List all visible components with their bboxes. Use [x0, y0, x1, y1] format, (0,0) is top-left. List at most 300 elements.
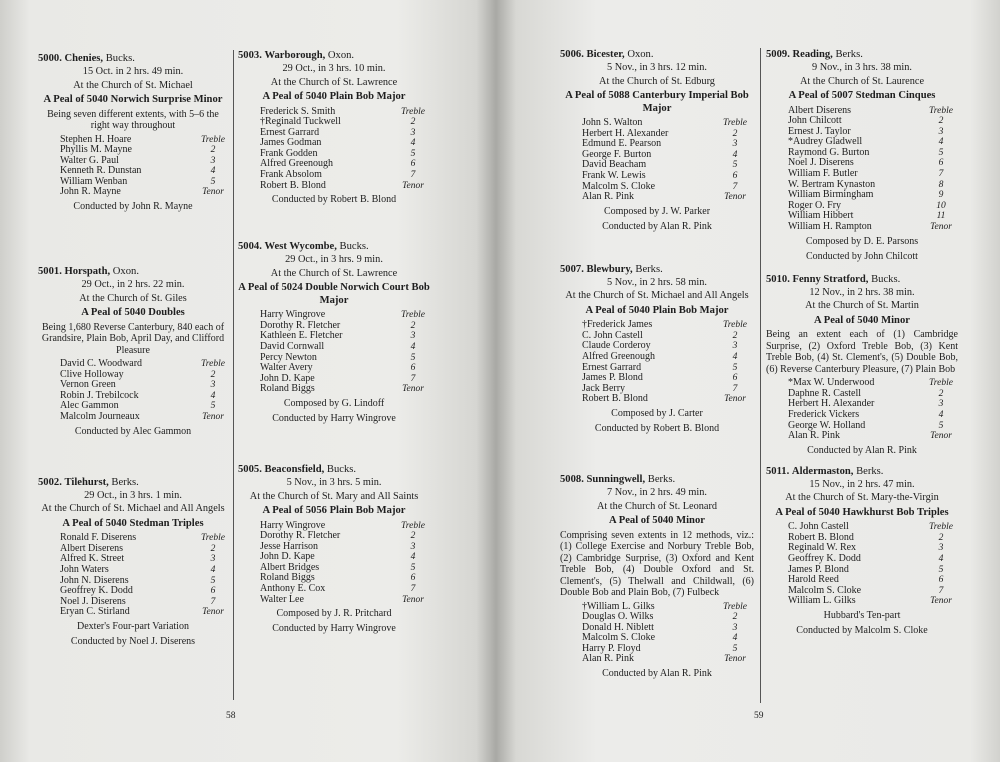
ringer-name: John Chilcott: [788, 115, 842, 127]
ringer-name: C. John Castell: [788, 521, 849, 533]
bell-position: 5: [732, 160, 738, 171]
peal-entry: [766, 48, 958, 263]
bell-position: Treble: [723, 118, 747, 128]
bell-position: Treble: [929, 105, 953, 116]
ringer-name: Percy Newton: [260, 351, 317, 363]
ringer-name: Roland Biggs: [260, 383, 315, 395]
bell-position: 3: [732, 622, 738, 633]
ringer-row: [260, 595, 430, 606]
peal-county: Berks.: [835, 49, 863, 60]
peal-entry: [38, 476, 228, 648]
bell-position: Tenor: [202, 412, 224, 423]
peal-footer-line: Conducted by John Chilcott: [806, 250, 918, 262]
peal-heading: [238, 463, 430, 476]
bell-position: 5: [732, 362, 738, 373]
bell-position: 2: [210, 145, 216, 156]
ringer-list: [60, 533, 230, 618]
ringer-name: Stephen H. Hoare: [60, 133, 132, 145]
peal-footer-line: Conducted by John R. Mayne: [73, 201, 193, 213]
ringer-row: [60, 607, 230, 618]
bell-position: Treble: [929, 378, 953, 389]
ringer-list: [788, 378, 958, 442]
ringer-name: Anthony E. Cox: [260, 583, 326, 595]
ringer-list: [60, 359, 230, 423]
peal-place: Warborough,: [264, 50, 326, 61]
peal-place: Chenies,: [64, 53, 104, 64]
bell-position: 4: [210, 166, 216, 177]
ringer-name: †William L. Gilks: [582, 600, 655, 612]
ringer-name: Harry Wingrove: [260, 519, 326, 531]
bell-position: Treble: [201, 359, 225, 370]
ringer-row: [582, 171, 752, 182]
ringer-row: [788, 431, 958, 442]
ringer-name: Herbert H. Alexander: [788, 398, 875, 410]
right-page-column-1: [560, 48, 754, 680]
bell-position: Tenor: [402, 180, 424, 191]
bell-position: Treble: [401, 310, 425, 321]
peal-date: 29 Oct., in 3 hrs. 9 min.: [285, 254, 383, 266]
peal-county: Bucks.: [105, 53, 135, 64]
ringer-list: [582, 320, 752, 405]
bell-position: 6: [210, 586, 216, 597]
peal-place: Horspath,: [64, 266, 111, 278]
ringer-name: Frederick S. Smith: [260, 105, 336, 117]
bell-position: 4: [210, 390, 216, 401]
bell-position: 2: [210, 543, 216, 554]
peal-date: 7 Nov., in 2 hrs. 49 min.: [606, 487, 707, 498]
ringer-name: David Beacham: [582, 159, 647, 171]
ringer-name: John D. Kape: [260, 551, 315, 563]
left-page-column-1: [38, 52, 228, 648]
bell-position: 4: [410, 342, 416, 353]
ringer-name: Albert Bridges: [260, 561, 320, 573]
bell-position: 7: [210, 596, 216, 607]
peal-church: At the Church of St. Leonard: [596, 500, 718, 512]
ringer-name: Jack Berry: [582, 382, 626, 394]
ringer-name: James P. Blond: [788, 563, 849, 575]
peal-place: Fenny Stratford,: [792, 273, 869, 285]
ringer-name: Jesse Harrison: [260, 540, 319, 552]
bell-position: 8: [938, 179, 944, 190]
bell-position: 4: [938, 553, 944, 564]
bell-position: Tenor: [202, 607, 224, 618]
ringer-name: John Waters: [60, 563, 109, 575]
ringer-name: George F. Burton: [582, 148, 652, 160]
peal-entry: [238, 240, 430, 425]
peal-footer-line: Conducted by Alec Gammon: [74, 425, 192, 437]
ringer-row: [788, 596, 958, 607]
bell-position: Tenor: [930, 222, 952, 233]
column-divider: [760, 48, 761, 703]
ringer-name: Geoffrey K. Dodd: [60, 585, 133, 597]
peal-footer-line: Conducted by Robert B. Blond: [271, 194, 397, 206]
peal-footer-line: Composed by J. W. Parker: [603, 205, 711, 217]
ringer-name: Roger O. Fry: [788, 199, 842, 211]
ringer-name: Ernest Garrard: [582, 361, 642, 373]
peal-number: 5002.: [38, 476, 62, 488]
peal-heading: [560, 48, 754, 61]
peal-church: At the Church of St. Michael and All Angels: [41, 503, 225, 515]
ringer-name: Dorothy R. Fletcher: [260, 319, 341, 331]
bell-position: 9: [938, 190, 944, 201]
bell-position: 7: [732, 181, 738, 192]
peal-place: Tilehurst,: [64, 476, 109, 488]
peal-date: 5 Nov., in 3 hrs. 5 min.: [286, 477, 382, 488]
peal-footer-line: Composed by G. Lindoff: [283, 398, 385, 409]
ringer-name: Alan R. Pink: [788, 430, 840, 442]
ringer-name: Alfred Greenough: [260, 158, 334, 170]
bell-position: 6: [732, 170, 738, 181]
peal-entry: [38, 265, 228, 438]
peal-church: At the Church of St. Giles: [79, 292, 187, 304]
peal-county: Bucks.: [326, 464, 357, 475]
ringer-name: C. John Castell: [582, 329, 643, 341]
bell-position: 4: [210, 564, 216, 575]
peal-title: A Peal of 5040 Plain Bob Major: [262, 91, 406, 102]
bell-position: 7: [410, 170, 416, 181]
ringer-name: William Hibbert: [788, 210, 854, 222]
bell-position: Treble: [723, 601, 747, 612]
bell-position: 4: [938, 137, 944, 148]
bell-position: 6: [410, 159, 416, 170]
bell-position: Treble: [929, 522, 953, 533]
ringer-name: Claude Corderoy: [582, 340, 651, 352]
ringer-list: [788, 106, 958, 233]
ringer-name: Eryan C. Stirland: [60, 606, 130, 618]
peal-footer-line: Dexter's Four-part Variation: [77, 620, 189, 632]
ringer-name: Alec Gammon: [60, 400, 119, 412]
bell-position: Treble: [401, 520, 425, 531]
ringer-name: †Frederick James: [582, 319, 653, 331]
peal-church: At the Church of St. Martin: [805, 300, 919, 312]
peal-entry: [38, 52, 228, 213]
bell-position: 6: [732, 373, 738, 384]
peal-date: 12 Nov., in 2 hrs. 38 min.: [809, 286, 915, 298]
ringer-name: Daphne R. Castell: [788, 387, 862, 399]
bell-position: Tenor: [930, 431, 952, 442]
ringer-name: Walter Avery: [260, 362, 313, 374]
peal-county: Berks.: [635, 263, 663, 275]
bell-position: 2: [410, 117, 416, 128]
ringer-row: [582, 118, 752, 129]
ringer-list: [60, 135, 230, 199]
peal-number: 5004.: [238, 241, 262, 253]
bell-position: 3: [938, 543, 944, 554]
peal-number: 5007.: [560, 263, 584, 275]
peal-footer-line: Conducted by Alan R. Pink: [602, 668, 712, 680]
ringer-name: Frederick Vickers: [788, 408, 860, 420]
ringer-name: Robert B. Blond: [788, 531, 854, 543]
ringer-name: Malcolm Journeaux: [60, 411, 140, 423]
ringer-name: Albert Diserens: [788, 104, 852, 116]
ringer-name: Raymond G. Burton: [788, 146, 870, 158]
peal-entry: [560, 263, 754, 435]
peal-church: At the Church of St. Edburg: [599, 75, 715, 87]
ringer-name: Malcolm S. Cloke: [788, 584, 862, 596]
bell-position: 5: [938, 147, 944, 158]
bell-position: 5: [410, 352, 416, 363]
peal-title: A Peal of 5040 Hawkhurst Bob Triples: [775, 506, 949, 518]
bell-position: Tenor: [402, 384, 424, 395]
ringer-list: [582, 602, 752, 666]
bell-position: Tenor: [724, 654, 746, 665]
peal-number: 5010.: [766, 273, 790, 285]
peal-place: Blewbury,: [586, 263, 633, 275]
peal-title: A Peal of 5088 Canterbury Imperial Bob Major: [565, 90, 749, 114]
peal-footer-line: Conducted by Harry Wingrove: [272, 623, 396, 635]
peal-heading: [766, 48, 958, 61]
ringer-name: William H. Rampton: [788, 221, 872, 233]
bell-position: 11: [936, 211, 946, 222]
ringer-name: Ernest J. Taylor: [788, 125, 851, 137]
peal-date: 15 Nov., in 2 hrs. 47 min.: [809, 478, 915, 490]
ringer-name: Robert B. Blond: [260, 179, 326, 191]
ringer-list: [260, 107, 430, 192]
ringer-name: Herbert H. Alexander: [582, 127, 669, 139]
bell-position: 2: [938, 388, 944, 399]
bell-position: 3: [410, 127, 416, 138]
ringer-row: [788, 554, 958, 565]
bell-position: 10: [936, 200, 946, 211]
peal-number: 5000.: [38, 53, 62, 64]
peal-heading: [38, 52, 228, 65]
ringer-name: Noel J. Diserens: [788, 157, 854, 169]
ringer-name: Harry P. Floyd: [582, 642, 641, 654]
bell-position: 5: [938, 564, 944, 575]
bell-position: 6: [938, 158, 944, 169]
ringer-name: Edmund E. Pearson: [582, 138, 662, 150]
peal-title: A Peal of 5040 Doubles: [81, 307, 185, 319]
peal-church: At the Church of St. Michael: [73, 79, 193, 91]
peal-place: Aldermaston,: [791, 465, 854, 477]
bell-position: 2: [210, 369, 216, 380]
ringer-list: [260, 521, 430, 606]
bell-position: 3: [410, 541, 416, 552]
peal-footer-line: Hubbard's Ten-part: [823, 609, 901, 621]
ringer-name: William L. Gilks: [788, 595, 856, 607]
bell-position: Treble: [401, 106, 425, 117]
ringer-name: John D. Kape: [260, 372, 315, 384]
ringer-name: James P. Blond: [582, 372, 643, 384]
bell-position: 5: [410, 562, 416, 573]
peal-note: Comprising seven extents in 12 methods, viz.: (1) College Exercise and Norbury Treble Bob, (2) Cambridge Surprise, (3) Oxford and Kent Treble Bob, (4) Double Oxford and St. Clement's, (5) Thelwall and Childwall, (6) Double Bob and Plain Bob, (7) Fulbeck: [560, 529, 754, 598]
peal-heading: [766, 273, 958, 286]
ringer-name: †Reginald Tuckwell: [260, 116, 341, 128]
ringer-name: Alan R. Pink: [582, 653, 634, 665]
peal-church: At the Church of St. Lawrence: [270, 267, 398, 279]
peal-date: 5 Nov., in 3 hrs. 12 min.: [606, 62, 707, 73]
peal-heading: [560, 473, 754, 486]
peal-date: 29 Oct., in 2 hrs. 22 min.: [81, 279, 185, 291]
bell-position: Treble: [723, 320, 747, 331]
peal-number: 5009.: [766, 49, 790, 60]
bell-position: 3: [938, 399, 944, 410]
peal-title: A Peal of 5040 Norwich Surprise Minor: [43, 94, 223, 105]
ringer-name: Phyllis M. Mayne: [60, 144, 132, 156]
bell-position: 5: [210, 176, 216, 187]
bell-position: 2: [410, 531, 416, 542]
ringer-row: [582, 394, 752, 405]
peal-heading: [238, 49, 430, 62]
peal-place: Reading,: [792, 49, 833, 60]
bell-position: 3: [210, 554, 216, 565]
page-number-left: 58: [226, 711, 236, 721]
peal-number: 5005.: [238, 464, 262, 475]
ringer-name: Alfred K. Street: [60, 553, 125, 565]
bell-position: 5: [732, 643, 738, 654]
ringer-name: Kathleen E. Fletcher: [260, 330, 343, 342]
peal-footer-line: Conducted by Alan R. Pink: [807, 444, 917, 456]
peal-date: 9 Nov., in 3 hrs. 38 min.: [811, 62, 912, 73]
ringer-name: Clive Holloway: [60, 368, 124, 380]
ringer-row: [60, 565, 230, 576]
bell-position: 7: [410, 373, 416, 384]
peal-heading: [38, 476, 228, 489]
ringer-name: William Birmingham: [788, 189, 874, 201]
peal-county: Oxon.: [112, 266, 139, 278]
peal-entry: [766, 273, 958, 457]
bell-position: Treble: [201, 134, 225, 145]
peal-county: Oxon.: [627, 49, 654, 60]
bell-position: 7: [732, 383, 738, 394]
peal-footer-line: Conducted by Robert B. Blond: [594, 423, 720, 434]
peal-title: A Peal of 5056 Plain Bob Major: [262, 505, 406, 516]
bell-position: 5: [410, 148, 416, 159]
left-page-column-2: [238, 49, 430, 635]
peal-place: Sunningwell,: [586, 474, 646, 485]
ringer-name: Donald H. Niblett: [582, 621, 654, 633]
peal-heading: [766, 465, 958, 478]
ringer-name: Frank W. Lewis: [582, 169, 646, 181]
ringer-name: Kenneth R. Dunstan: [60, 165, 142, 177]
peal-number: 5001.: [38, 266, 62, 278]
bell-position: 4: [410, 552, 416, 563]
ringer-name: Ronald F. Diserens: [60, 532, 137, 544]
peal-footer-line: Composed by D. E. Parsons: [805, 235, 919, 247]
peal-title: A Peal of 5007 Stedman Cinques: [788, 90, 936, 101]
peal-church: At the Church of St. Michael and All Angels: [565, 290, 749, 302]
bell-position: 3: [938, 126, 944, 137]
bell-position: 5: [210, 575, 216, 586]
right-page-column-2: [766, 48, 958, 637]
peal-footer-line: Composed by J. R. Pritchard: [276, 608, 392, 620]
ringer-row: [582, 192, 752, 203]
ringer-name: John S. Walton: [582, 117, 643, 128]
ringer-row: [260, 181, 430, 192]
page-number-right: 59: [754, 711, 764, 721]
bell-position: Treble: [201, 533, 225, 544]
ringer-name: John R. Mayne: [60, 186, 121, 198]
peal-footer-line: Composed by J. Carter: [611, 408, 703, 419]
ringer-list: [788, 522, 958, 607]
peal-footer-line: Conducted by Harry Wingrove: [272, 413, 396, 424]
peal-title: A Peal of 5040 Minor: [814, 314, 910, 326]
peal-date: 5 Nov., in 2 hrs. 58 min.: [606, 276, 707, 288]
ringer-name: Alfred Greenough: [582, 351, 656, 363]
ringer-name: Douglas O. Wilks: [582, 611, 654, 623]
ringer-list: [260, 310, 430, 395]
bell-position: 2: [938, 116, 944, 127]
bell-position: 5: [938, 420, 944, 431]
ringer-name: Geoffrey K. Dodd: [788, 552, 861, 564]
peal-footer-line: Conducted by Malcolm S. Cloke: [796, 624, 928, 636]
ringer-name: Harold Reed: [788, 574, 839, 586]
bell-position: Tenor: [724, 192, 746, 203]
peal-entry: [560, 48, 754, 233]
ringer-name: George W. Holland: [788, 419, 866, 431]
ringer-name: Roland Biggs: [260, 572, 315, 584]
bell-position: 6: [410, 363, 416, 374]
bell-position: Tenor: [202, 187, 224, 198]
ringer-row: [260, 384, 430, 395]
ringer-name: Robert B. Blond: [582, 393, 648, 405]
peal-entry: [238, 49, 430, 206]
right-page: [496, 0, 1000, 762]
bell-position: 4: [732, 352, 738, 363]
bell-position: 4: [732, 633, 738, 644]
peal-place: Beaconsfield,: [264, 464, 325, 475]
ringer-name: Vernon Green: [60, 379, 116, 391]
peal-county: Oxon.: [327, 50, 355, 61]
peal-entry: [766, 465, 958, 637]
bell-position: 2: [732, 128, 738, 139]
ringer-name: William Wenban: [60, 175, 128, 187]
bell-position: Tenor: [724, 394, 746, 405]
peal-place: Bicester,: [586, 49, 625, 60]
peal-number: 5011.: [766, 465, 790, 477]
peal-county: Berks.: [647, 474, 676, 485]
peal-date: 29 Oct., in 3 hrs. 10 min.: [282, 63, 386, 74]
peal-footer-line: Conducted by Alan R. Pink: [602, 220, 712, 232]
peal-place: West Wycombe,: [264, 241, 337, 253]
peal-church: At the Church of St. Mary-the-Virgin: [785, 492, 939, 504]
bell-position: Tenor: [930, 596, 952, 607]
ringer-name: David Cornwall: [260, 341, 325, 353]
ringer-name: James Godman: [260, 137, 322, 149]
ringer-name: Walter Lee: [260, 593, 304, 605]
bell-position: 7: [410, 584, 416, 595]
bell-position: 2: [732, 612, 738, 623]
bell-position: 3: [410, 331, 416, 342]
peal-heading: [38, 265, 228, 278]
peal-note: Being seven different extents, with 5–6 the right way throughout: [47, 108, 219, 131]
ringer-row: [788, 222, 958, 233]
ringer-name: Frank Godden: [260, 147, 318, 159]
bell-position: 2: [938, 532, 944, 543]
ringer-row: [60, 412, 230, 423]
peal-number: 5008.: [560, 474, 584, 485]
ringer-name: *Audrey Gladwell: [788, 136, 863, 148]
peal-footer-line: Conducted by Noel J. Diserens: [70, 635, 196, 647]
ringer-name: David C. Woodward: [60, 358, 143, 370]
bell-position: 4: [410, 138, 416, 149]
peal-church: At the Church of St. Lawrence: [270, 76, 398, 88]
ringer-name: *Max W. Underwood: [788, 377, 875, 389]
bell-position: 3: [732, 139, 738, 150]
ringer-name: Walter G. Paul: [60, 154, 119, 166]
ringer-row: [582, 654, 752, 665]
peal-title: A Peal of 5024 Double Norwich Court Bob Major: [238, 282, 430, 306]
peal-heading: [238, 240, 430, 253]
ringer-name: Ernest Garrard: [260, 126, 320, 138]
bell-position: Tenor: [402, 594, 424, 605]
ringer-name: Harry Wingrove: [260, 309, 326, 321]
peal-county: Bucks.: [871, 273, 901, 285]
peal-date: 15 Oct. in 2 hrs. 49 min.: [82, 66, 184, 77]
bell-position: 4: [732, 149, 738, 160]
peal-church: At the Church of St. Mary and All Saints: [249, 490, 419, 502]
peal-title: A Peal of 5040 Stedman Triples: [62, 517, 204, 529]
